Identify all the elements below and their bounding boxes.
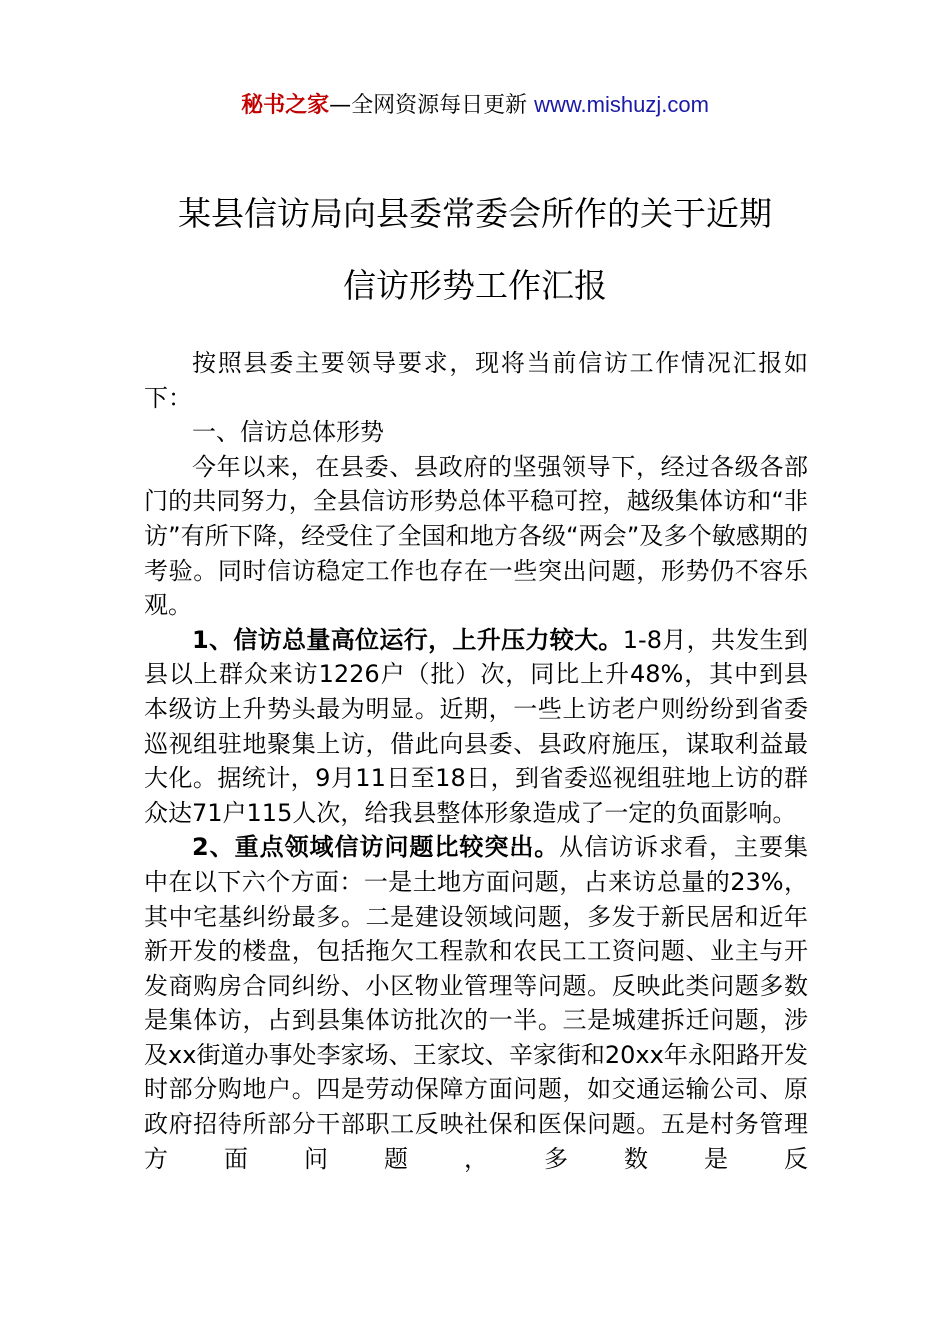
site-brand: 秘书之家 bbox=[241, 93, 330, 118]
point-2-heading: 2、重点领域信访问题比较突出。 bbox=[192, 833, 560, 862]
site-tagline: —全网资源每日更新 bbox=[329, 93, 535, 118]
point-1-paragraph bbox=[144, 623, 808, 831]
overview-paragraph: 今年以来，在县委、县政府的坚强领导下，经过各级各部门的共同努力，全县信访形势总体平稳可控，越级集体访和“非访”有所下降，经受住了全国和地方各级“两会”及多个敏感期的考验。同时信访稳定工作也存在一些突出问题，形势仍不容乐观。 bbox=[144, 452, 808, 620]
document-title bbox=[100, 178, 850, 322]
point-2-paragraph bbox=[144, 830, 808, 1176]
point-2-body: 从信访诉求看，主要集中在以下六个方面：一是土地方面问题，占来访总量的23%，其中宅基纠纷最多。二是建设领域问题，多发于新民居和近年新开发的楼盘，包括拖欠工程款和农民工工资问题、业主与开发商购房合同纠纷、小区物业管理等问题。反映此类问题多数是集体访，占到县集体访批次的一半。三是城建拆迁问题，涉及xx街道办事处李家场、王家坟、辛家街和20xx年永阳路开发时部分购地户。四是劳动保障方面问题，如交通运输公司、原政府招待所部分干部职工反映社保和医保问题。五是村务管理方面问题，多数是反 bbox=[144, 833, 809, 1173]
point-1-body: 1-8月，共发生到县以上群众来访1226户（批）次，同比上升48%，其中到县本级访上升势头最为明显。近期，一些上访老户则纷纷到省委巡视组驻地聚集上访，借此向县委、县政府施压，谋取利益最大化。据统计，9月11日至18日，到省委巡视组驻地上访的群众达71户115人次，给我县整体形象造成了一定的负面影响。 bbox=[144, 625, 809, 827]
site-header bbox=[0, 88, 950, 123]
document-title-line-2: 信访形势工作汇报 bbox=[343, 266, 607, 305]
document-body bbox=[144, 346, 808, 1176]
document-title-line-1: 某县信访局向县委常委会所作的关于近期 bbox=[178, 194, 772, 233]
point-1-heading: 1、信访总量高位运行，上升压力较大。 bbox=[192, 625, 623, 654]
intro-paragraph: 按照县委主要领导要求，现将当前信访工作情况汇报如下： bbox=[144, 349, 808, 412]
site-url-link[interactable]: www.mishuzj.com bbox=[534, 92, 709, 117]
section-heading-overall-situation: 一、信访总体形势 bbox=[192, 418, 384, 447]
